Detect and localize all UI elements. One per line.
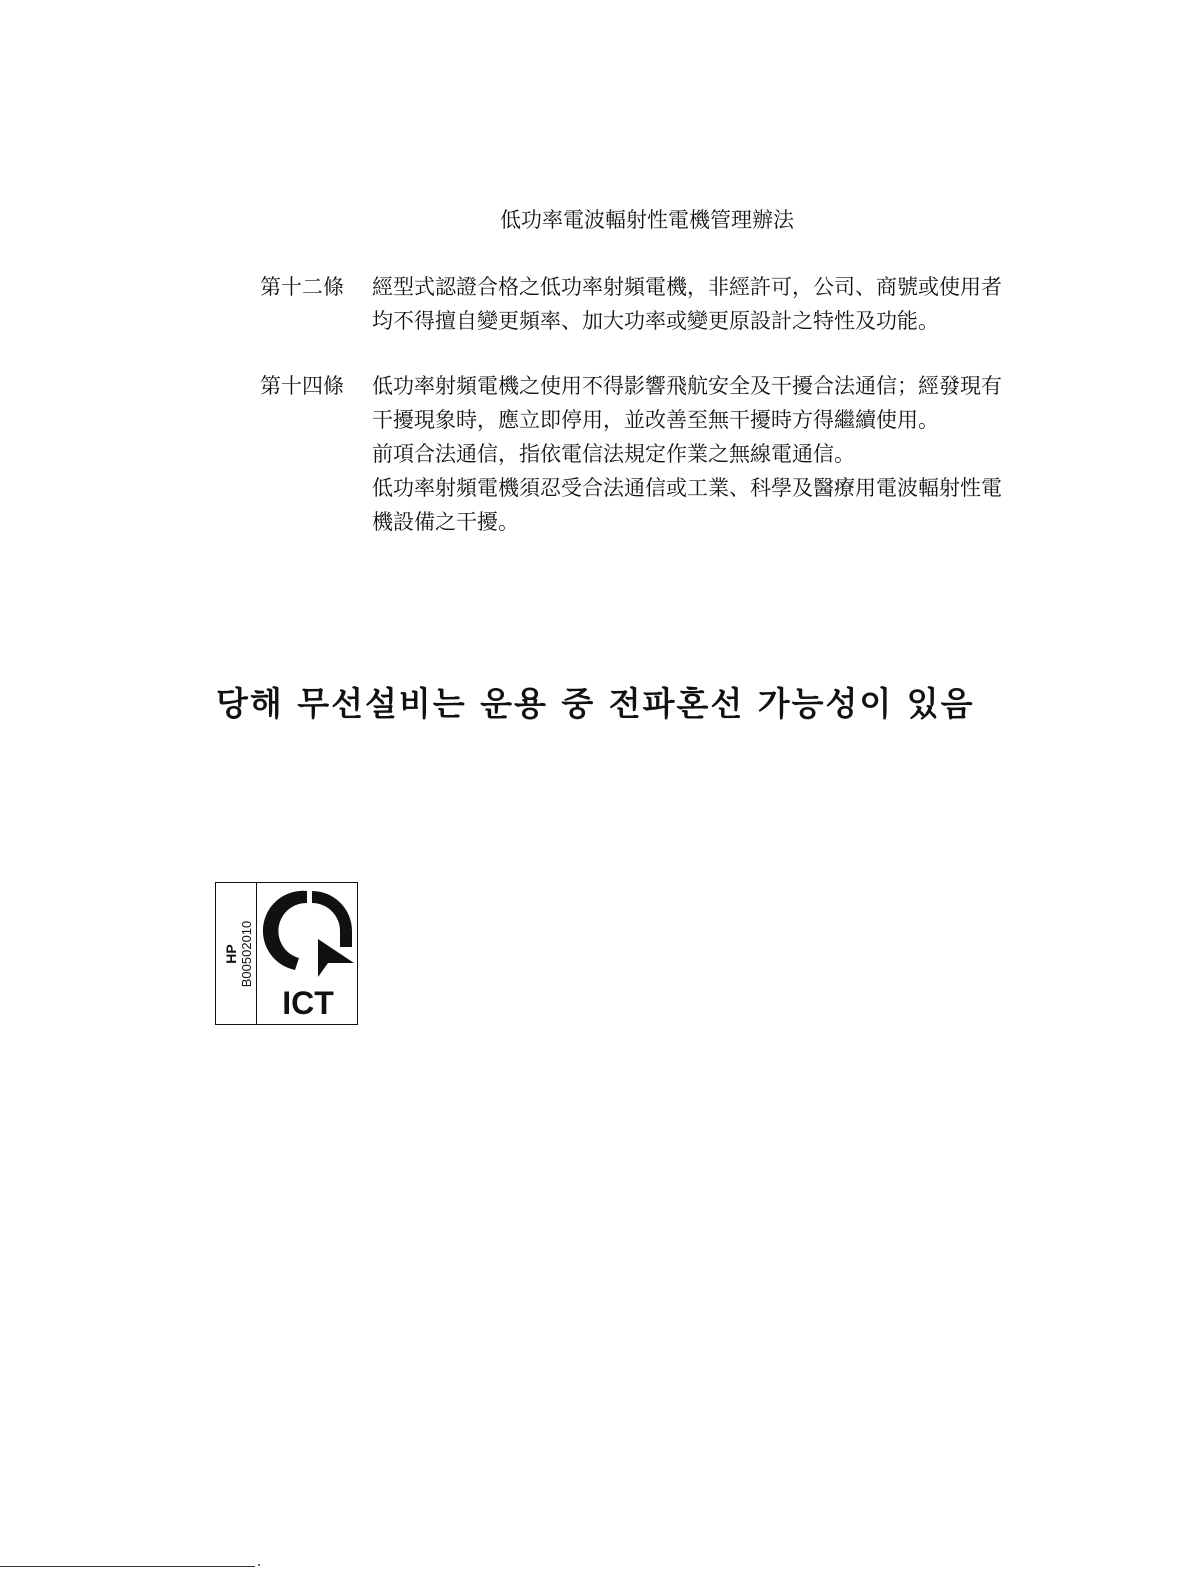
article-line: 機設備之干擾。 [372, 510, 519, 534]
article-line: 前項合法通信，指依電信法規定作業之無線電通信。 [372, 442, 855, 466]
brand-label: HP [223, 944, 239, 964]
page-title: 低功率電波輻射性電機管理辦法 [500, 208, 794, 232]
certification-code: B00502010 [239, 920, 254, 988]
article-body [372, 270, 1040, 338]
mark-divider [256, 883, 257, 1024]
ict-certification-mark [215, 882, 358, 1025]
korean-notice: 당해 무선설비는 운용 중 전파혼선 가능성이 있음 [216, 684, 975, 723]
article-label: 第十二條 [260, 275, 344, 299]
ict-label: ICT [282, 985, 334, 1021]
article-12 [260, 270, 1040, 338]
article-line: 經型式認證合格之低功率射頻電機，非經許可，公司、商號或使用者 [372, 275, 1002, 299]
article-line: 均不得擅自變更頻率、加大功率或變更原設計之特性及功能。 [372, 309, 939, 333]
article-14 [260, 369, 1040, 539]
article-body [372, 369, 1040, 539]
footer-tick [258, 1564, 260, 1566]
article-line: 低功率射頻電機之使用不得影響飛航安全及干擾合法通信；經發現有 [372, 374, 1002, 398]
footer-rule [0, 1566, 255, 1567]
article-line: 低功率射頻電機須忍受合法通信或工業、科學及醫療用電波輻射性電 [372, 476, 1002, 500]
article-label: 第十四條 [260, 374, 344, 398]
article-line: 干擾現象時，應立即停用，並改善至無干擾時方得繼續使用。 [372, 408, 939, 432]
ict-certification-logo-icon [258, 887, 356, 985]
